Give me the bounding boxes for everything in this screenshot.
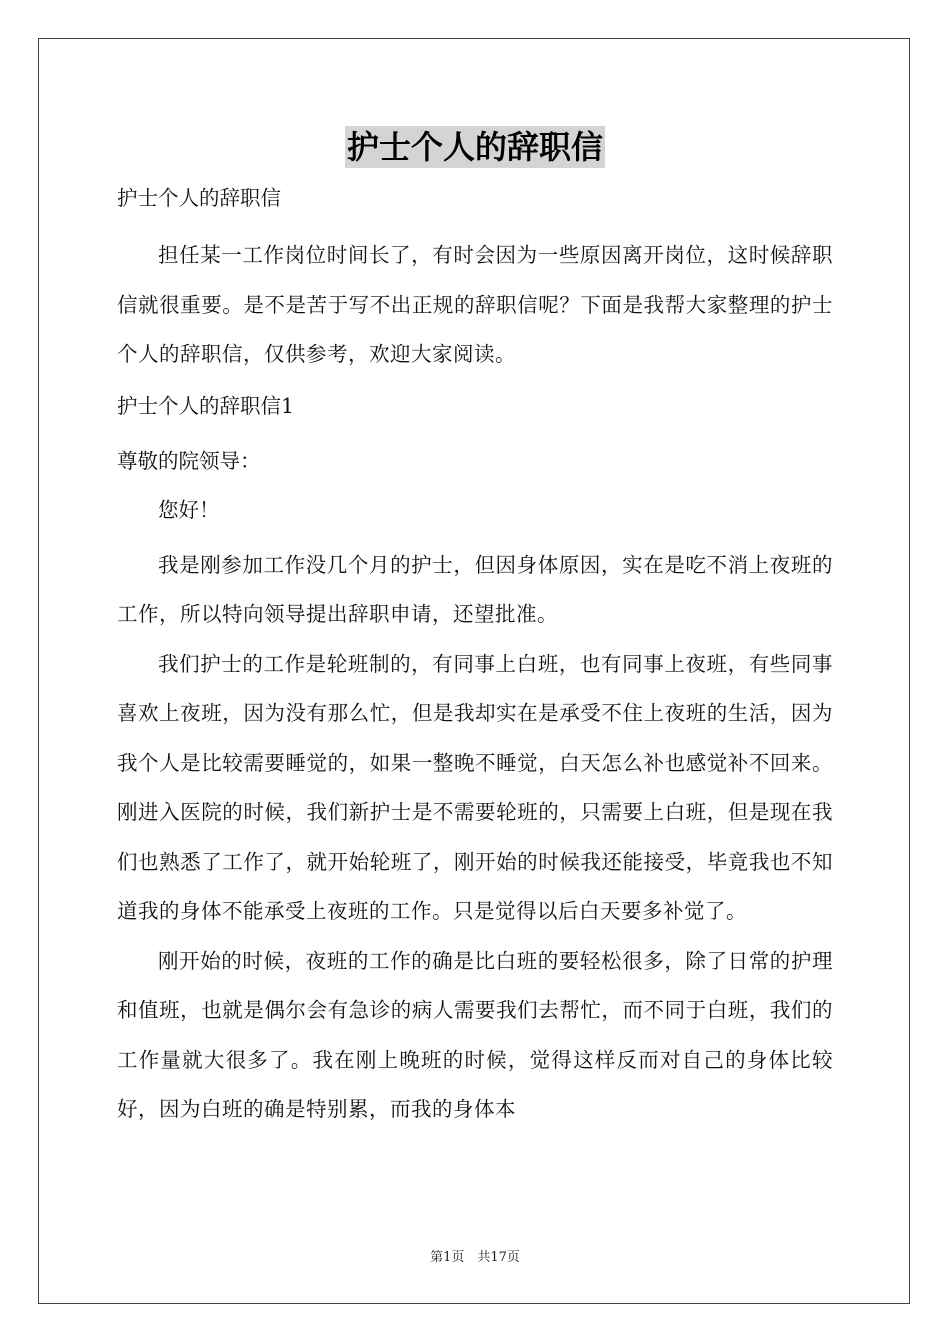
document-body xyxy=(117,180,833,1135)
body-paragraph-3: 刚开始的时候，夜班的工作的确是比白班的要轻松很多，除了日常的护理和值班，也就是偶尔会有急诊的病人需要我们去帮忙，而不同于白班，我们的工作量就大很多了。我在刚上晚班的时候，觉得这样反而对自己的身体比较好，因为白班的确是特别累，而我的身体本 xyxy=(117,948,833,1121)
intro-paragraph: 担任某一工作岗位时间长了，有时会因为一些原因离开岗位，这时候辞职信就很重要。是不是苦于写不出正规的辞职信呢？下面是我帮大家整理的护士个人的辞职信，仅供参考，欢迎大家阅读。 xyxy=(117,243,833,366)
page-footer: 第1页 共17页 xyxy=(430,1250,520,1265)
document-title: 护士个人的辞职信 xyxy=(346,128,603,166)
salutation: 尊敬的院领导： xyxy=(117,448,261,473)
section-heading: 护士个人的辞职信1 xyxy=(117,393,295,418)
body-paragraph-2: 我们护士的工作是轮班制的，有同事上白班，也有同事上夜班，有些同事喜欢上夜班，因为没有那么忙，但是我却实在是承受不住上夜班的生活，因为我个人是比较需要睡觉的，如果一整晚不睡觉，白天怎么补也感觉补不回来。刚进入医院的时候，我们新护士是不需要轮班的，只需要上白班，但是现在我们也熟悉了工作了，就开始轮班了，刚开始的时候我还能接受，毕竟我也不知道我的身体不能承受上夜班的工作。只是觉得以后白天要多补觉了。 xyxy=(117,651,833,923)
body-paragraph-1: 我是刚参加工作没几个月的护士，但因身体原因，实在是吃不消上夜班的工作，所以特向领导提出辞职申请，还望批准。 xyxy=(117,552,833,626)
document-subtitle: 护士个人的辞职信 xyxy=(117,186,281,210)
greeting: 您好！ xyxy=(158,497,220,522)
title-container xyxy=(0,126,950,168)
